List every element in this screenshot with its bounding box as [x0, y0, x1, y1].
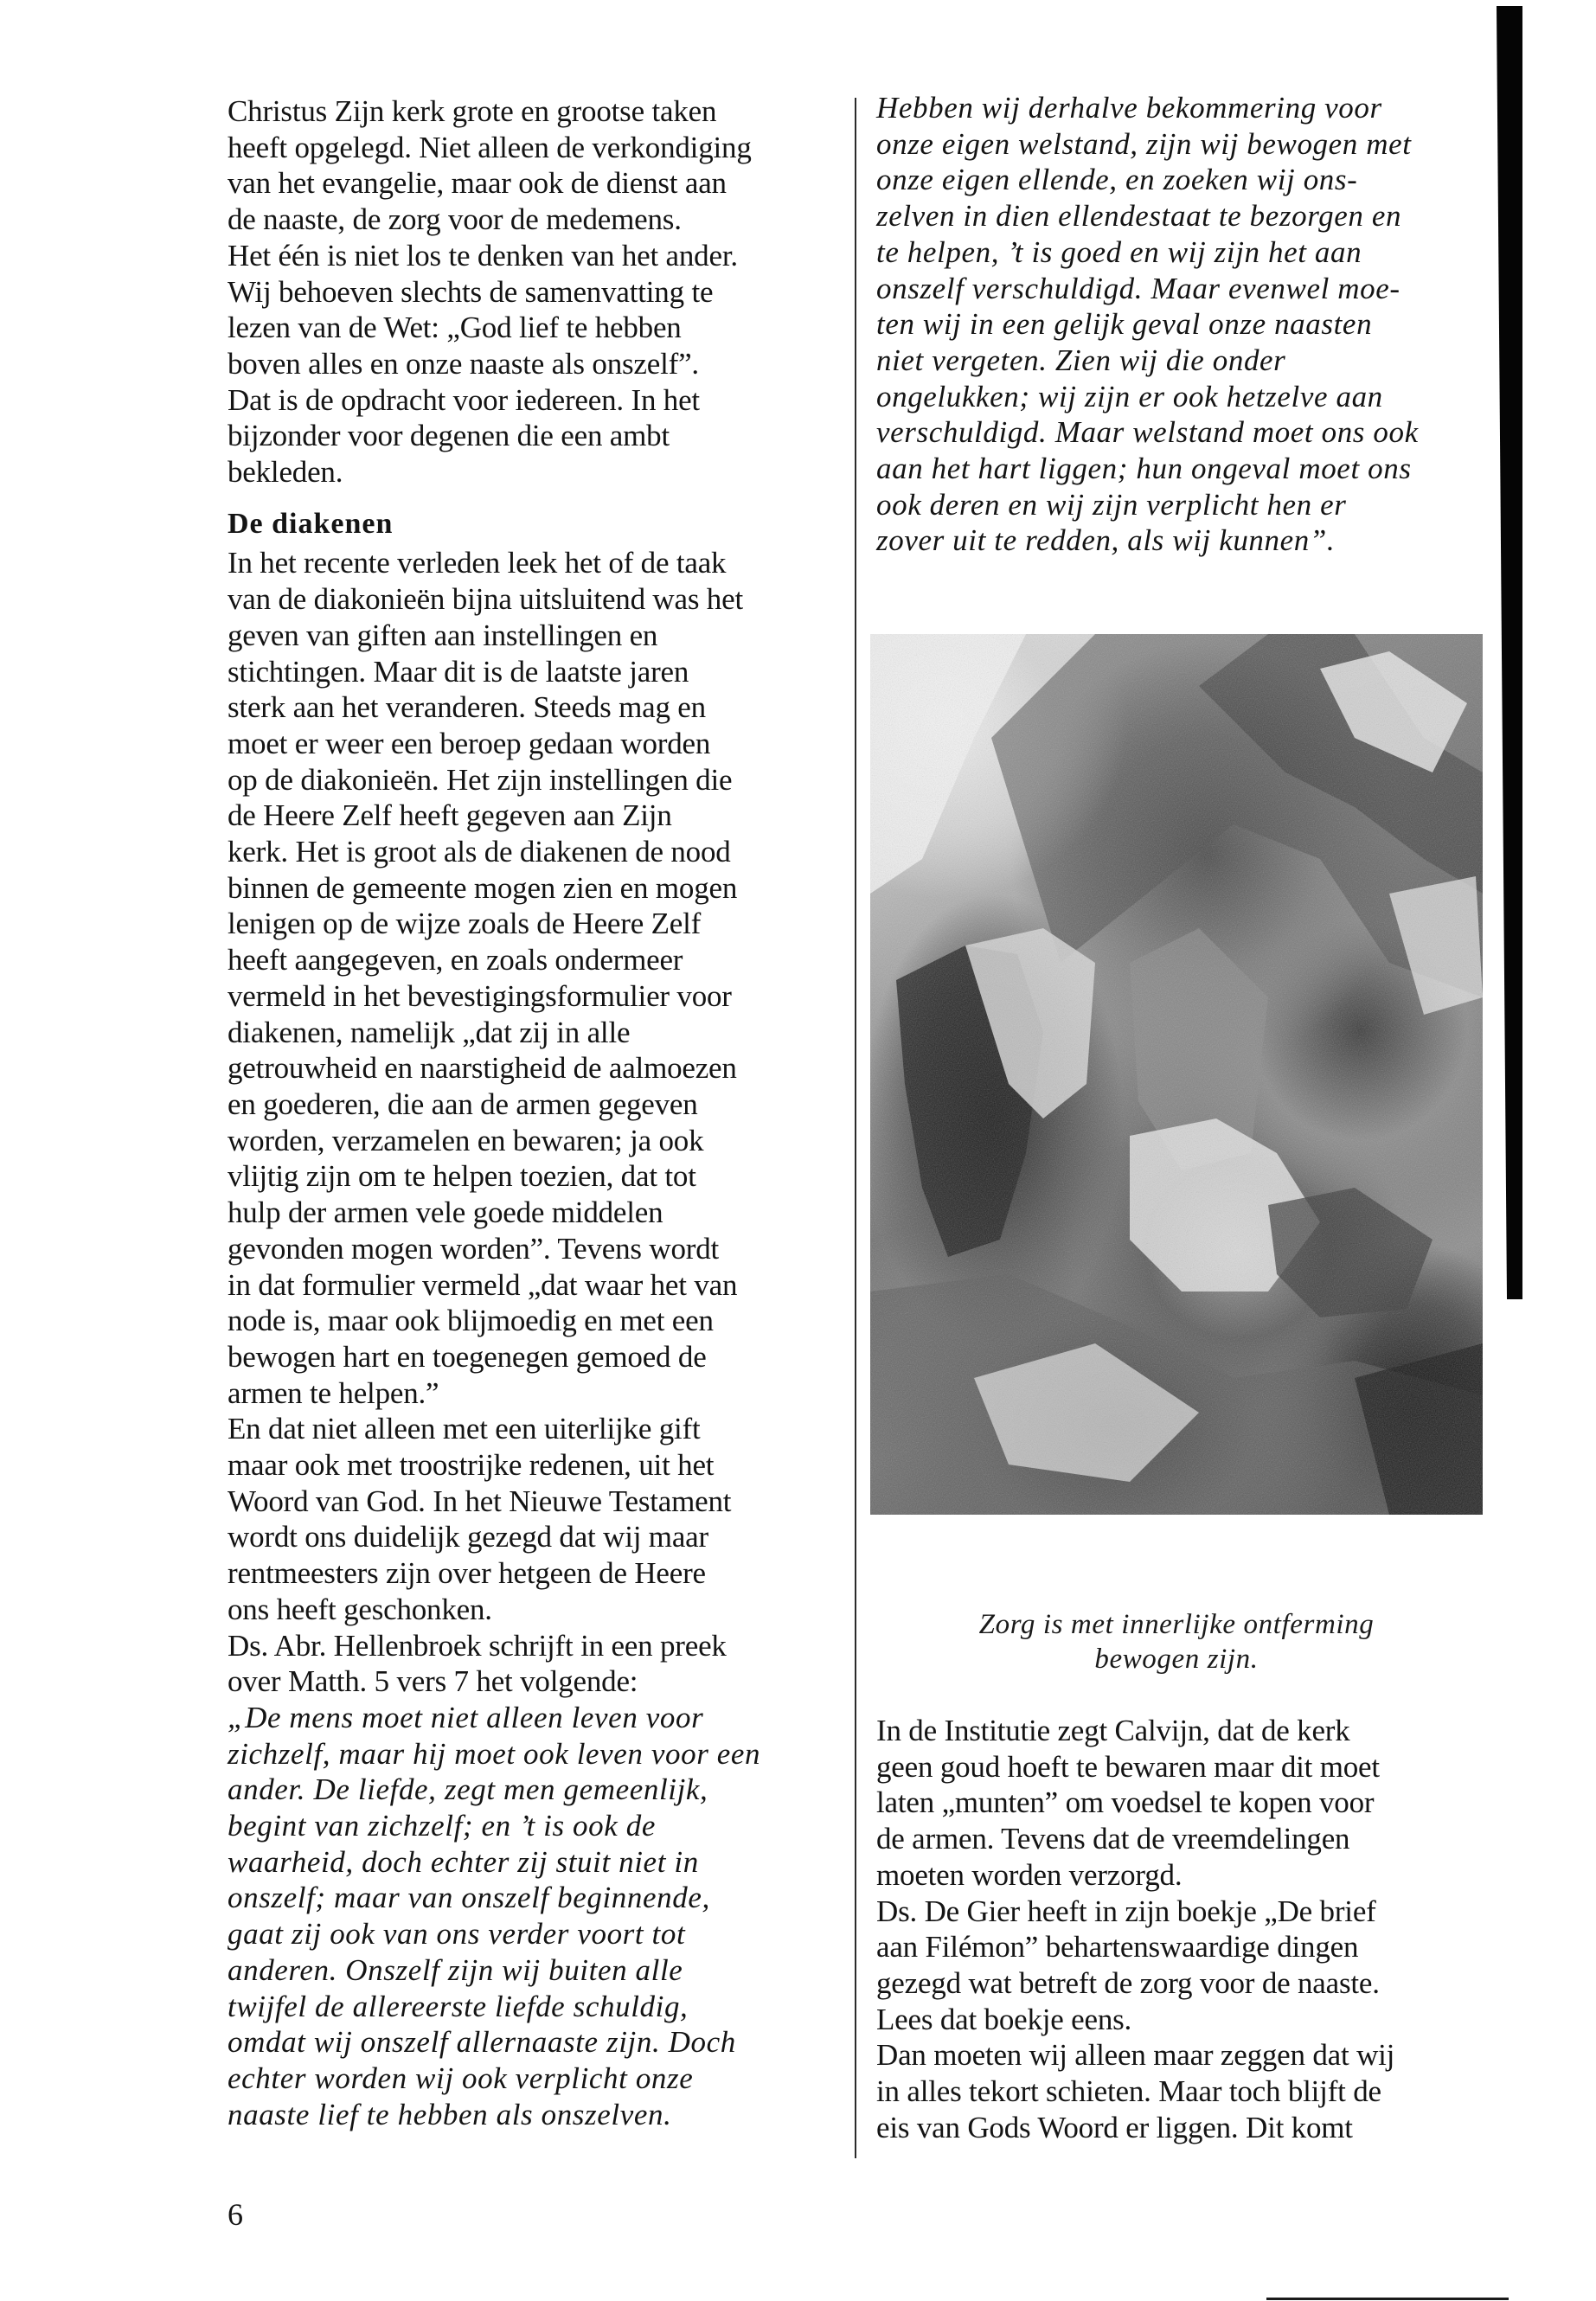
quote-line: gaat zij ook van ons verder voort tot	[228, 1917, 686, 1952]
text-line: Wij behoeven slechts de samenvatting te	[228, 274, 714, 309]
quote-line: onszelf verschuldigd. Maar evenwel moe-	[876, 271, 1401, 305]
hellenbroek-quote	[228, 1700, 850, 2132]
quote-line: omdat wij onszelf allernaaste zijn. Doch	[228, 2025, 736, 2060]
text-line: in alles tekort schieten. Maar toch blijft de	[876, 2074, 1381, 2109]
quote-line: zichzelf, maar hij moet ook leven voor een	[228, 1736, 761, 1771]
text-line: Ds. De Gier heeft in zijn boekje „De brief	[876, 1894, 1376, 1928]
body-paragraph	[228, 545, 850, 1700]
quote-line: Hebben wij derhalve bekommering voor	[876, 91, 1382, 125]
bottom-rule	[1266, 2298, 1509, 2300]
text-line: vermeld in het bevestigingsformulier voor	[228, 978, 732, 1013]
text-line: diakenen, namelijk „dat zij in alle	[228, 1015, 631, 1049]
right-column-body	[876, 1713, 1499, 2145]
text-line: boven alles en onze naaste als onszelf”.	[228, 346, 699, 381]
column-divider	[855, 98, 856, 2158]
quote-line: „De mens moet niet alleen leven voor	[228, 1700, 704, 1734]
text-line: de naaste, de zorg voor de medemens.	[228, 202, 682, 237]
text-line: en goederen, die aan de armen gegeven	[228, 1086, 698, 1121]
quote-line: onze eigen welstand, zijn wij bewogen met	[876, 126, 1412, 161]
text-line: Dan moeten wij alleen maar zeggen dat wij	[876, 2038, 1395, 2073]
quote-line: aan het hart liggen; hun ongeval moet ons	[876, 452, 1412, 486]
text-line: moeten worden verzorgd.	[876, 1857, 1183, 1892]
text-line: hulp der armen vele goede middelen	[228, 1195, 663, 1230]
text-line: bekleden.	[228, 455, 343, 490]
engraving-illustration	[870, 634, 1483, 1515]
caption-line: bewogen zijn.	[1094, 1644, 1259, 1675]
page-edge-bar	[1497, 6, 1522, 1299]
text-line: gezegd wat betreft de zorg voor de naaste.	[876, 1965, 1380, 2000]
text-line: moet er weer een beroep gedaan worden	[228, 726, 711, 760]
left-column	[228, 93, 850, 2132]
page-number: 6	[228, 2197, 243, 2232]
text-line: node is, maar ook blijmoedig en met een	[228, 1304, 714, 1338]
intro-paragraph	[228, 93, 850, 490]
quote-line: onze eigen ellende, en zoeken wij ons-	[876, 163, 1358, 197]
text-line: de armen. Tevens dat de vreemdelingen	[876, 1822, 1350, 1856]
text-line: getrouwheid en naarstigheid de aalmoezen	[228, 1051, 737, 1086]
text-line: in dat formulier vermeld „dat waar het van	[228, 1267, 738, 1302]
text-line: sterk aan het veranderen. Steeds mag en	[228, 690, 706, 725]
quote-line: onszelf; maar van onszelf beginnende,	[228, 1881, 710, 1915]
text-line: heeft opgelegd. Niet alleen de verkondiging	[228, 130, 752, 164]
text-line: worden, verzamelen en bewaren; ja ook	[228, 1123, 704, 1157]
text-line: stichtingen. Maar dit is de laatste jaren	[228, 654, 689, 689]
quote-line: ongelukken; wij zijn er ook hetzelve aan	[876, 379, 1383, 413]
quote-line: zelven in dien ellendestaat te bezorgen en	[876, 199, 1402, 234]
text-line: geen goud hoeft te bewaren maar dit moet	[876, 1749, 1380, 1784]
quote-line: verschuldigd. Maar welstand moet ons ook	[876, 415, 1419, 450]
quote-line: ook deren en wij zijn verplicht hen er	[876, 487, 1347, 522]
text-line: maar ook met troostrijke redenen, uit het	[228, 1448, 715, 1483]
text-line: Woord van God. In het Nieuwe Testament	[228, 1484, 732, 1518]
quote-line: waarheid, doch echter zij stuit niet in	[228, 1844, 699, 1879]
quote-line: twijfel de allereerste liefde schuldig,	[228, 1989, 689, 2023]
text-line: bijzonder voor degenen die een ambt	[228, 419, 670, 453]
text-line: de Heere Zelf heeft gegeven aan Zijn	[228, 798, 672, 833]
text-line: Christus Zijn kerk grote en grootse taken	[228, 94, 717, 128]
quote-line: te helpen, ’t is goed en wij zijn het aan	[876, 234, 1362, 269]
text-line: Dat is de opdracht voor iedereen. In het	[228, 382, 700, 417]
text-line: geven van giften aan instellingen en	[228, 618, 658, 652]
quote-line: naaste lief te hebben als onszelven.	[228, 2097, 672, 2131]
text-line: over Matth. 5 vers 7 het volgende:	[228, 1664, 638, 1699]
text-line: lezen van de Wet: „God lief te hebben	[228, 311, 682, 345]
illustration-image-icon	[870, 634, 1483, 1515]
text-line: armen te helpen.”	[228, 1375, 439, 1410]
quote-line: echter worden wij ook verplicht onze	[228, 2061, 694, 2095]
text-line: aan Filémon” behartenswaardige dingen	[876, 1930, 1359, 1965]
text-line: kerk. Het is groot als de diakenen de nood	[228, 835, 731, 869]
text-line: rentmeesters zijn over hetgeen de Heere	[228, 1556, 706, 1591]
quote-line: ten wij in een gelijk geval onze naasten	[876, 307, 1373, 342]
quote-line: anderen. Onszelf zijn wij buiten alle	[228, 1952, 683, 1987]
text-line: Lees dat boekje eens.	[876, 2002, 1132, 2036]
caption-line: Zorg is met innerlijke ontferming	[978, 1609, 1375, 1640]
text-line: vlijtig zijn om te helpen toezien, dat tot	[228, 1159, 696, 1194]
text-line: In de Institutie zegt Calvijn, dat de kerk	[876, 1714, 1350, 1747]
text-line: wordt ons duidelijk gezegd dat wij maar	[228, 1520, 708, 1554]
text-line: heeft aangegeven, en zoals ondermeer	[228, 943, 683, 977]
text-line: ons heeft geschonken.	[228, 1592, 492, 1626]
text-line: laten „munten” om voedsel te kopen voor	[876, 1785, 1375, 1820]
text-line: van het evangelie, maar ook de dienst aan	[228, 166, 727, 201]
text-line: van de diakonieën bijna uitsluitend was het	[228, 582, 743, 617]
text-line: bewogen hart en toegenegen gemoed de	[228, 1339, 707, 1374]
text-line: lenigen op de wijze zoals de Heere Zelf	[228, 907, 702, 941]
text-line: op de diakonieën. Het zijn instellingen die	[228, 762, 733, 797]
section-heading: De diakenen	[228, 507, 394, 540]
right-column-quote	[876, 90, 1499, 559]
text-line: binnen de gemeente mogen zien en mogen	[228, 870, 738, 905]
figure-caption	[870, 1607, 1483, 1676]
quote-line: ander. De liefde, zegt men gemeenlijk,	[228, 1772, 708, 1807]
text-line: En dat niet alleen met een uiterlijke gift	[228, 1412, 701, 1446]
quote-line: zover uit te redden, als wij kunnen”.	[876, 523, 1336, 558]
text-line: eis van Gods Woord er liggen. Dit komt	[876, 2110, 1353, 2144]
text-line: In het recente verleden leek het of de taak	[228, 546, 727, 580]
text-line: Het één is niet los te denken van het ander.	[228, 238, 738, 272]
quote-line: begint van zichzelf; en ’t is ook de	[228, 1809, 656, 1843]
quote-line: niet vergeten. Zien wij die onder	[876, 343, 1286, 377]
text-line: Ds. Abr. Hellenbroek schrijft in een preek	[228, 1628, 727, 1663]
text-line: gevonden mogen worden”. Tevens wordt	[228, 1231, 720, 1266]
